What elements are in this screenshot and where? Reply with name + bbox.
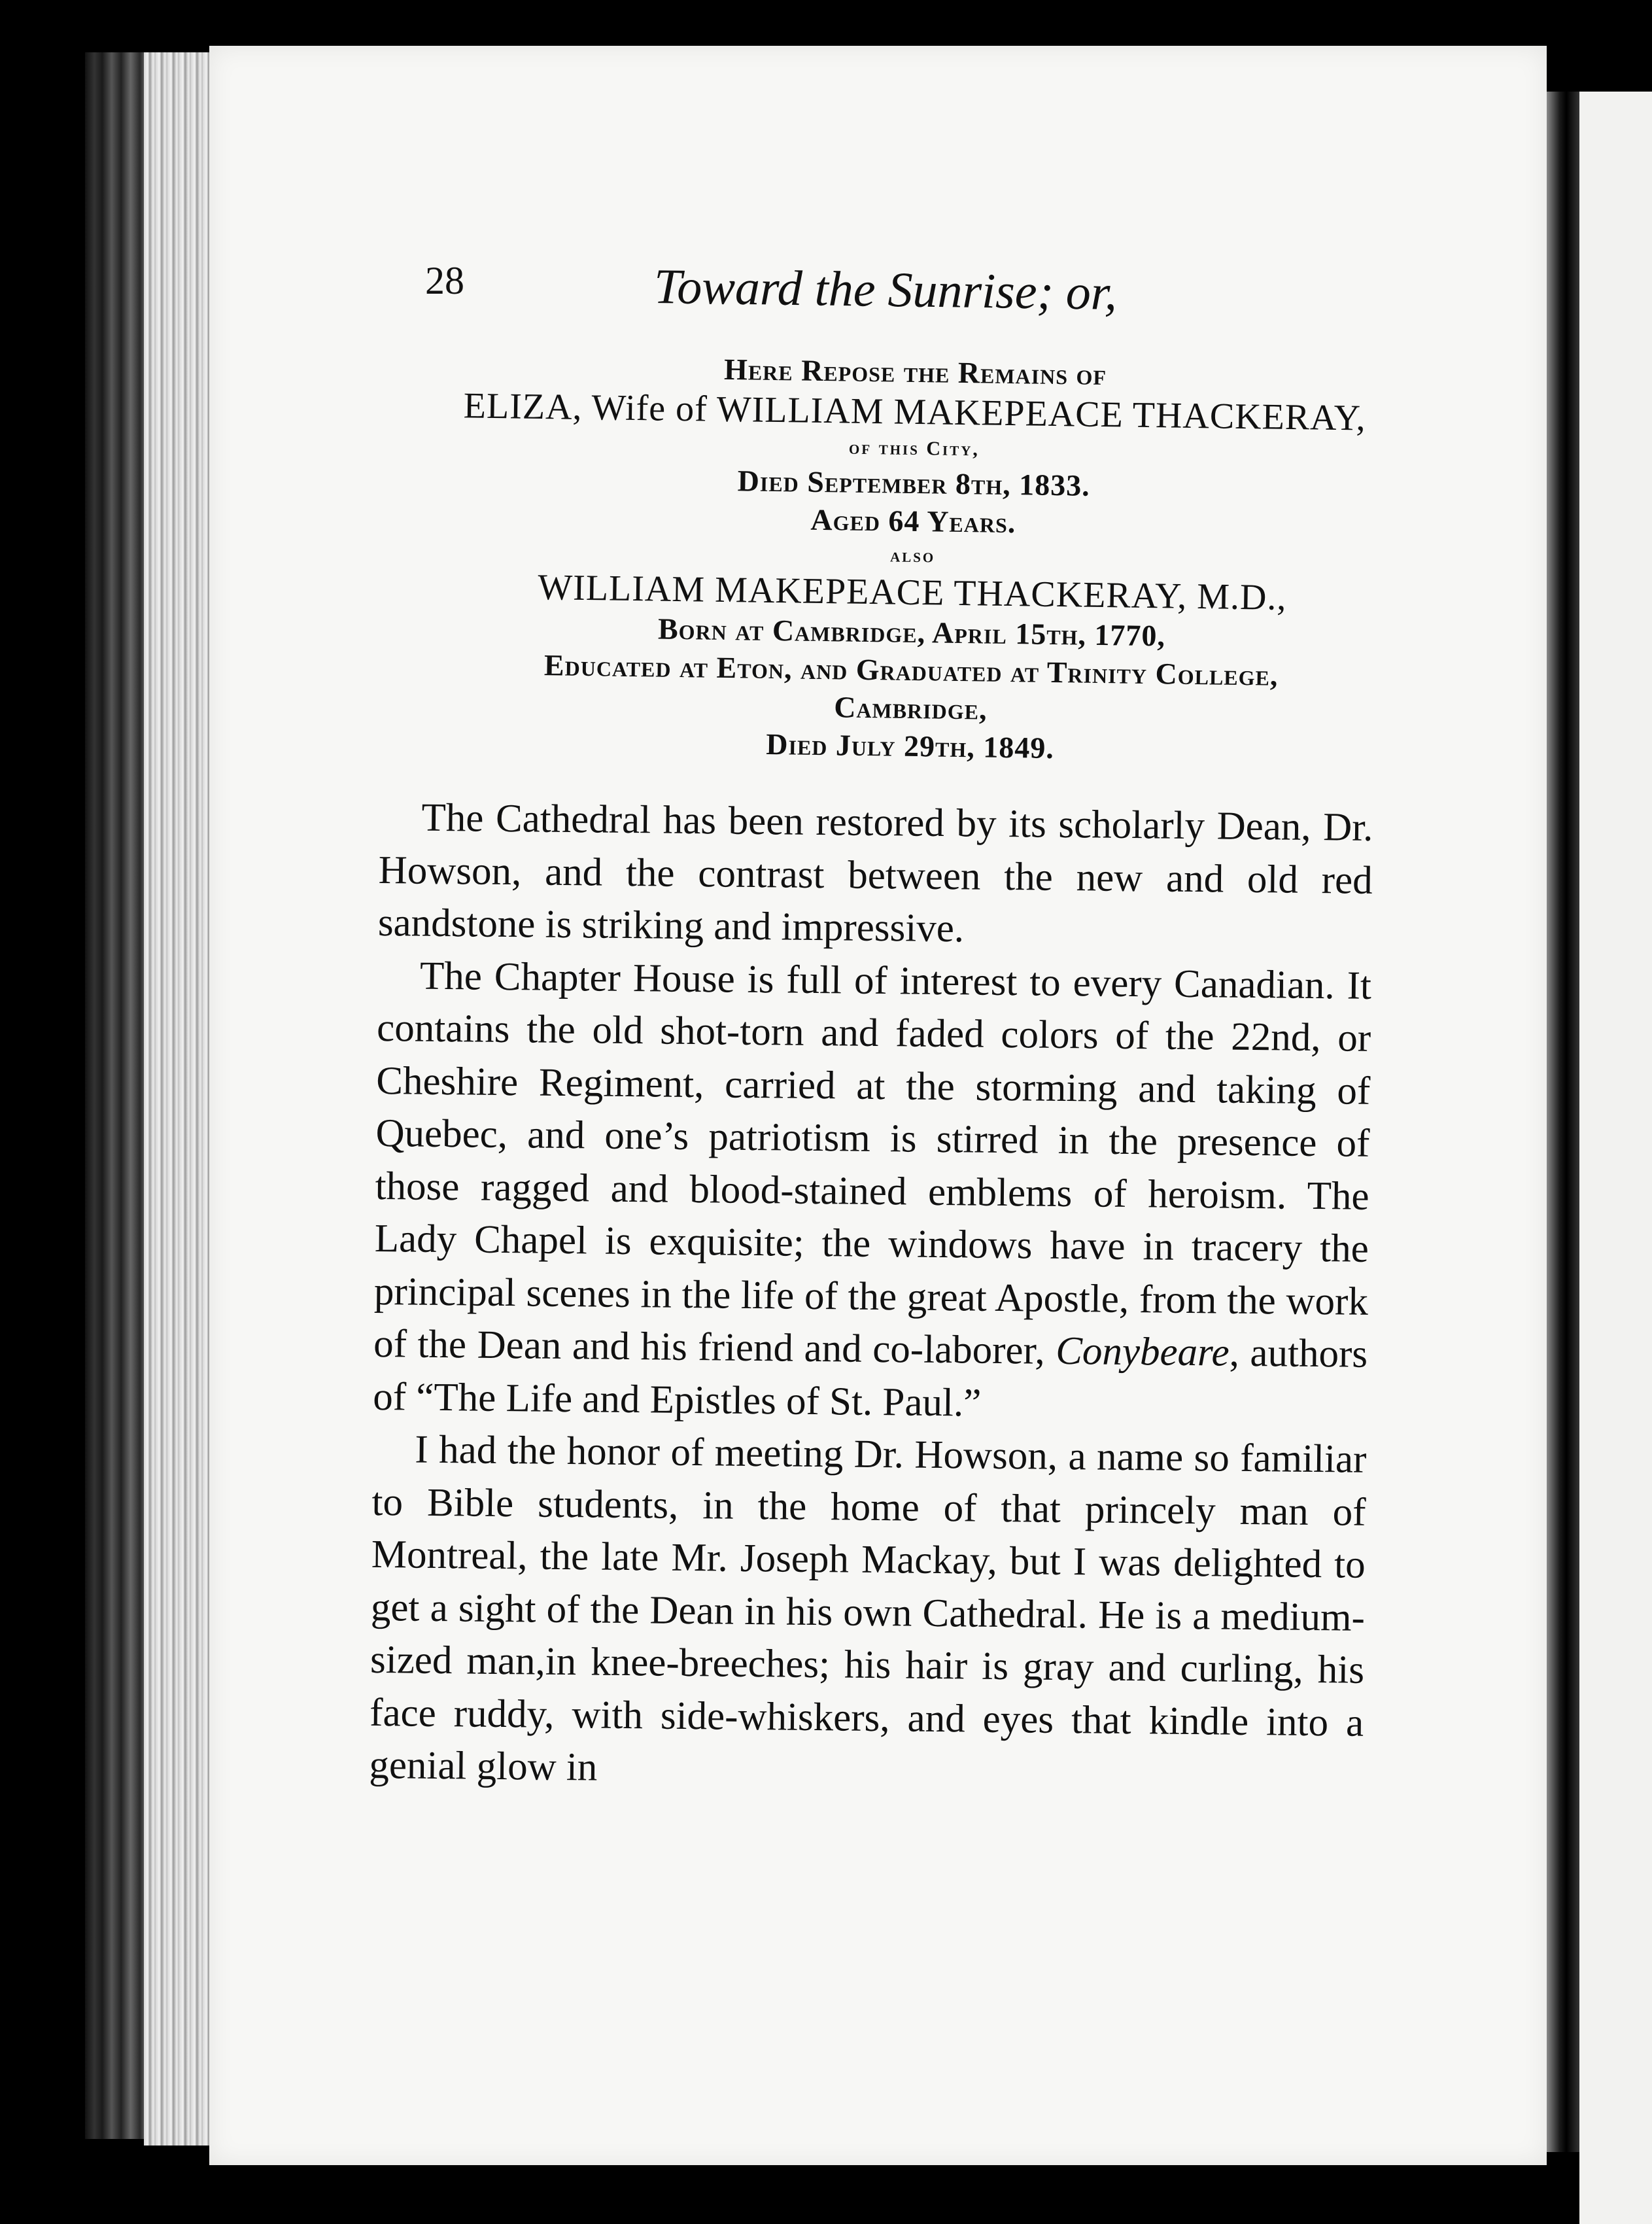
paragraph: I had the honor of meeting Dr. Howson, a name so familiar to Bible students, in the home of that princely man of Montreal, the late Mr. Joseph Mackay, but I was delighted to get a sight of the Dean in his own Cathedral. He is a medium-sized man,in knee-breeches; his hair is gray and curling, his face ruddy, with side-whiskers, and eyes that kindle into a genial glow in [369,1427,1367,1790]
epitaph-line: Cambridge, [833,690,988,726]
epitaph-line: Educated at Eton, and Graduated at Trinity College, [543,648,1279,692]
paragraph-text: The Chapter House is full of interest to every Canadian. It contains the old shot-torn and faded colors of the 22nd, or Cheshire Regiment, carried at the storming and taking of Quebec, and one’s patriotism is stirred in the presence of those ragged and blood-stained emblems of heroism. The Lady Chapel is exquisite; the windows have in tracery the principal scenes in the life of the great Apostle, from the work of the Dean and his friend and co-laborer, [373,954,1372,1373]
epitaph-line: of this City, [848,436,980,460]
running-title: Toward the Sunrise; or, [653,259,1118,321]
book-gutter [1547,92,1579,2152]
body-text [369,791,1373,1802]
epitaph-inscription [419,347,1406,773]
paragraph [373,949,1372,1433]
italic-name: Conybeare [1055,1329,1230,1375]
page-edges [144,52,216,2146]
epitaph-line: also [889,544,936,567]
epitaph-line: WILLIAM MAKEPEACE THACKERAY, M.D., [537,566,1287,618]
epitaph-line: Aged 64 Years. [810,502,1016,540]
paragraph-text: , authors of “The Life and Epistles of St. Paul.” [372,1330,1368,1425]
epitaph-line: Born at Cambridge, April 15th, 1770, [657,612,1166,653]
epitaph-line: Died July 29th, 1849. [766,727,1055,765]
page-number: 28 [425,259,464,302]
epitaph-line: Here Repose the Remains of [723,352,1107,392]
facing-page [1579,92,1652,2224]
paragraph: The Cathedral has been restored by its scholarly Dean, Dr. Howson, and the contrast between the new and old red sandstone is striking and impressive. [377,795,1373,951]
epitaph-line: ELIZA, Wife of WILLIAM MAKEPEACE THACKERAY, [463,385,1367,439]
epitaph-line: Died September 8th, 1833. [737,464,1091,502]
